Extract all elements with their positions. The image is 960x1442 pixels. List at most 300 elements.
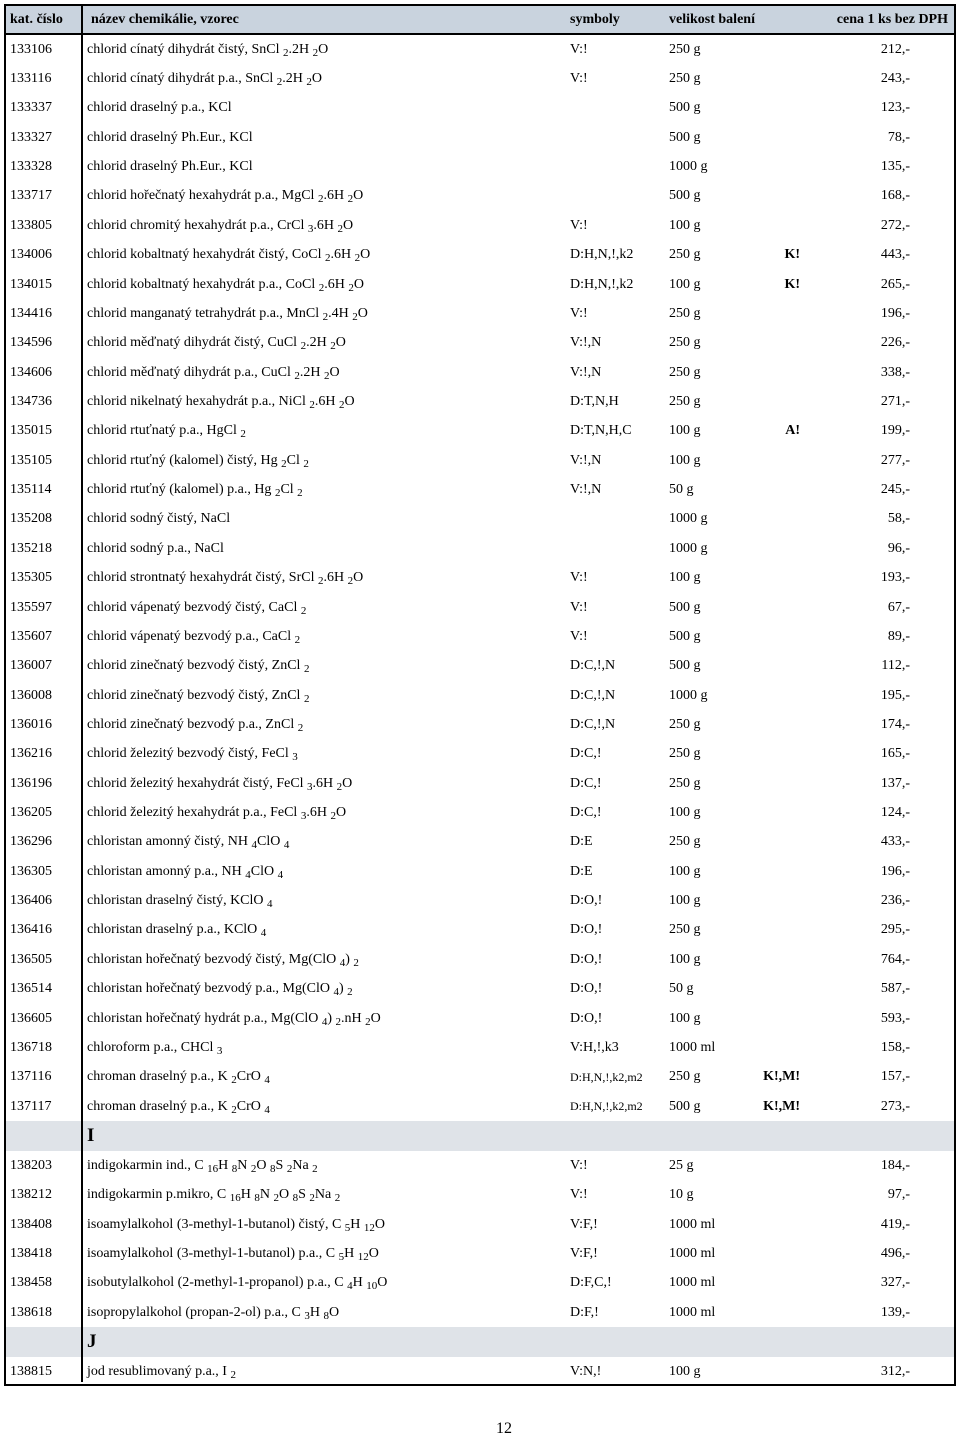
name-text: chloristan hořečnatý bezvodý p.a., Mg(ClO (87, 981, 334, 997)
formula-subscript: 4 (339, 956, 346, 969)
table-row (4, 241, 956, 270)
formula-subscript: 2 (230, 1369, 236, 1382)
formula-subscript: 2 (231, 1074, 237, 1087)
formula-subscript: 4 (260, 927, 267, 940)
name-text: chloristan draselný p.a., KClO (87, 922, 261, 938)
name-text: chlorid sodný čistý, NaCl (87, 511, 231, 527)
package-size: 250 g (669, 364, 701, 380)
name-text: O (311, 71, 322, 87)
cat-number: 135597 (10, 599, 52, 615)
name-text: chlorid chromitý hexahydrát p.a., CrCl (87, 217, 308, 233)
package-size: 1000 ml (669, 1246, 716, 1262)
package-size: 100 g (669, 276, 701, 292)
name-text: chlorid rtuťný (kalomel) p.a., Hg (87, 482, 275, 498)
formula-subscript: 4 (264, 1074, 270, 1087)
price: 139,- (880, 1304, 910, 1320)
cat-number: 135218 (10, 540, 52, 556)
name-text: H (218, 1157, 232, 1173)
cat-number: 136196 (10, 775, 52, 791)
table-row (4, 1210, 956, 1239)
hazard-symbols: D:O,! (570, 951, 603, 967)
chemical-name (81, 740, 564, 769)
name-text: O (342, 217, 354, 233)
name-text: Cl (286, 452, 304, 468)
name-text: Na (292, 1157, 313, 1173)
table-row (4, 710, 956, 739)
cat-number: 133106 (10, 41, 52, 57)
cat-number: 138618 (10, 1304, 52, 1320)
formula-subscript: 2 (353, 956, 359, 969)
table-row (4, 886, 956, 915)
formula-subscript: 2 (306, 76, 312, 89)
formula-subscript: 4 (245, 868, 251, 881)
cat-number: 135114 (10, 482, 52, 498)
name-text: isoamylalkohol (3-methyl-1-butanol) čistý, C (87, 1216, 345, 1232)
table-row (4, 1033, 956, 1062)
warning-flag (754, 652, 804, 681)
cat-number: 138418 (10, 1246, 52, 1262)
chemical-name (81, 1239, 564, 1268)
cat-number: 136216 (10, 746, 52, 762)
chemical-name (81, 299, 564, 328)
table-row (4, 417, 956, 446)
package-size: 500 g (669, 628, 701, 644)
warning-flag (754, 211, 804, 240)
warning-flag (754, 299, 804, 328)
name-text: N (259, 1187, 274, 1203)
hazard-symbols (564, 152, 663, 181)
hazard-symbols: D:C,!,N (570, 658, 616, 674)
name-text: .6H (323, 188, 348, 204)
name-text: H (344, 1246, 358, 1262)
name-text: O (353, 570, 364, 586)
chemical-name (81, 798, 564, 827)
price: 165,- (880, 746, 910, 762)
table-row (4, 622, 956, 651)
warning-flag (754, 329, 804, 358)
warning-flag (754, 886, 804, 915)
hazard-symbols: D:C,!,N (570, 716, 616, 732)
hazard-symbols (564, 182, 663, 211)
cat-number: 133805 (10, 217, 52, 233)
price: 67,- (887, 599, 910, 615)
cat-number: 135305 (10, 570, 52, 586)
section-letter: J (81, 1327, 956, 1357)
formula-subscript: 2 (335, 1015, 341, 1028)
name-text: O (344, 393, 355, 409)
package-size: 1000 g (669, 511, 708, 527)
table-row (4, 916, 956, 945)
chemical-name (81, 622, 564, 651)
package-size: 100 g (669, 452, 701, 468)
cat-number: 137117 (10, 1098, 52, 1114)
name-text: isoamylalkohol (3-methyl-1-butanol) p.a., C (87, 1246, 339, 1262)
formula-subscript: 2 (309, 1192, 315, 1205)
name-text: O (374, 1216, 386, 1232)
formula-subscript: 5 (338, 1251, 345, 1264)
cat-number: 134015 (10, 276, 52, 292)
formula-subscript: 4 (321, 1015, 328, 1028)
chemical-name (81, 211, 564, 240)
chemical-name (81, 769, 564, 798)
name-text: .2H (306, 335, 331, 351)
chemical-name (81, 886, 564, 915)
formula-subscript: 2 (318, 281, 325, 294)
chemical-name (81, 1151, 564, 1180)
table-row (4, 1269, 956, 1298)
name-text: ) (327, 1010, 336, 1026)
formula-subscript: 3 (300, 810, 307, 823)
header-name: název chemikálie, vzorec (81, 5, 564, 34)
name-text: chlorid hořečnatý hexahydrát p.a., MgCl (87, 188, 318, 204)
price: 764,- (880, 951, 910, 967)
cat-number: 136605 (10, 1010, 52, 1026)
cat-number: 136205 (10, 805, 52, 821)
name-text: O (353, 188, 364, 204)
name-text: O (335, 335, 346, 351)
price: 124,- (880, 805, 910, 821)
hazard-symbols: V:! (570, 1187, 588, 1203)
table-row (4, 593, 956, 622)
package-size: 25 g (669, 1157, 694, 1173)
header-symbols: symboly (564, 5, 663, 34)
name-text: chlorid sodný p.a., NaCl (87, 540, 224, 556)
formula-subscript: 2 (276, 76, 283, 89)
hazard-symbols: D:O,! (570, 1010, 603, 1026)
chemical-name (81, 241, 564, 270)
warning-flag (754, 1357, 804, 1386)
formula-subscript: 4 (347, 1280, 353, 1293)
hazard-symbols: D:E (570, 834, 593, 850)
chemical-name (81, 446, 564, 475)
name-text: chlorid kobaltnatý hexahydrát p.a., CoCl (87, 276, 319, 292)
chemical-name (81, 1269, 564, 1298)
warning-flag: K! (784, 276, 800, 292)
package-size: 1000 ml (669, 1216, 716, 1232)
hazard-symbols: V:!,N (570, 335, 602, 351)
price-list-table (4, 4, 956, 1387)
hazard-symbols: D:C,! (570, 805, 602, 821)
hazard-symbols (564, 534, 663, 563)
price: 277,- (880, 452, 910, 468)
name-text: chlorid draselný p.a., KCl (87, 100, 232, 116)
table-row (4, 1181, 956, 1210)
price: 158,- (880, 1039, 910, 1055)
table-row (4, 299, 956, 328)
formula-subscript: 2 (294, 633, 301, 646)
warning-flag (754, 475, 804, 504)
name-text: H (350, 1216, 364, 1232)
chemical-name (81, 1092, 564, 1121)
price: 96,- (887, 540, 910, 556)
name-text: N (237, 1157, 251, 1173)
name-text: chlorid cínatý dihydrát p.a., SnCl (87, 71, 277, 87)
table-row (4, 975, 956, 1004)
formula-subscript: 2 (303, 692, 310, 705)
package-size: 250 g (669, 716, 701, 732)
table-row (4, 534, 956, 563)
package-size: 250 g (669, 41, 701, 57)
name-text: O (360, 247, 371, 263)
formula-subscript: 2 (348, 281, 354, 294)
chemical-name (81, 857, 564, 886)
package-size: 1000 ml (669, 1039, 716, 1055)
formula-subscript: 2 (317, 193, 324, 206)
chemical-name (81, 270, 564, 299)
warning-flag (754, 740, 804, 769)
name-text: chlorid zinečnatý bezvodý p.a., ZnCl (87, 716, 298, 732)
name-text: Na (314, 1187, 335, 1203)
package-size: 1000 g (669, 687, 708, 703)
warning-flag (754, 1269, 804, 1298)
package-size: 250 g (669, 834, 701, 850)
package-size: 100 g (669, 893, 701, 909)
package-size: 100 g (669, 951, 701, 967)
name-text: O (342, 775, 353, 791)
cat-number: 133337 (10, 100, 52, 116)
formula-subscript: 2 (337, 222, 343, 235)
name-text: chlorid vápenatý bezvodý čistý, CaCl (87, 599, 301, 615)
price: 123,- (880, 100, 910, 116)
hazard-symbols: D:O,! (570, 893, 603, 909)
cat-number: 136514 (10, 981, 52, 997)
warning-flag (754, 563, 804, 592)
hazard-symbols: V:!,N (570, 482, 602, 498)
formula-subscript: 3 (307, 222, 314, 235)
warning-flag: K!,M! (763, 1069, 800, 1085)
package-size: 500 g (669, 599, 701, 615)
name-text: .6H (306, 805, 331, 821)
price: 327,- (880, 1275, 910, 1291)
formula-subscript: 12 (357, 1251, 369, 1264)
table-row (4, 329, 956, 358)
cat-number: 136007 (10, 658, 52, 674)
name-text: chlorid draselný Ph.Eur., KCl (87, 159, 253, 175)
header-price: cena 1 ks bez DPH (804, 5, 956, 34)
warning-flag (754, 1210, 804, 1239)
price: 271,- (880, 393, 910, 409)
hazard-symbols: D:T,N,H,C (570, 423, 632, 439)
hazard-symbols: D:H,N,!,k2 (570, 276, 634, 292)
chemical-name (81, 975, 564, 1004)
chemical-name (81, 34, 564, 64)
package-size: 250 g (669, 335, 701, 351)
name-text: chlorid železitý hexahydrát p.a., FeCl (87, 805, 301, 821)
hazard-symbols: V:! (570, 41, 588, 57)
formula-subscript: 2 (347, 575, 354, 588)
table-row (4, 152, 956, 181)
package-size: 100 g (669, 423, 701, 439)
name-text: chlorid železitý bezvodý čistý, FeCl (87, 746, 293, 762)
name-text: indigokarmin p.mikro, C (87, 1187, 230, 1203)
price: 89,- (887, 628, 910, 644)
cat-number: 136718 (10, 1039, 52, 1055)
name-text: isopropylalkohol (propan-2-ol) p.a., C (87, 1304, 305, 1320)
name-text: O (377, 1275, 388, 1291)
formula-subscript: 2 (294, 369, 300, 382)
price: 443,- (880, 247, 910, 263)
warning-flag (754, 681, 804, 710)
section-spacer (4, 1327, 81, 1357)
package-size: 1000 ml (669, 1304, 716, 1320)
warning-flag: K!,M! (763, 1098, 800, 1114)
package-size: 250 g (669, 1069, 701, 1085)
name-text: chlorid draselný Ph.Eur., KCl (87, 129, 253, 145)
table-row (4, 358, 956, 387)
chemical-name (81, 475, 564, 504)
formula-subscript: 2 (274, 487, 281, 500)
package-size: 100 g (669, 805, 701, 821)
package-size: 500 g (669, 129, 701, 145)
table-row (4, 828, 956, 857)
header-package: velikost balení (663, 5, 804, 34)
warning-flag (754, 1181, 804, 1210)
formula-subscript: 2 (323, 369, 330, 382)
name-text: chloristan hořečnatý bezvodý čistý, Mg(ClO (87, 951, 340, 967)
formula-subscript: 8 (270, 1162, 276, 1175)
formula-subscript: 2 (347, 986, 353, 999)
name-text: O (370, 1010, 381, 1026)
cat-number: 138458 (10, 1275, 52, 1291)
table-row (4, 740, 956, 769)
name-text: .6H (313, 217, 338, 233)
price: 78,- (887, 129, 910, 145)
formula-subscript: 2 (334, 1192, 341, 1205)
chemical-name (81, 828, 564, 857)
name-text: .6H (323, 570, 348, 586)
name-text: .2H (288, 41, 313, 57)
cat-number: 134006 (10, 247, 52, 263)
formula-subscript: 4 (333, 986, 339, 999)
warning-flag (754, 622, 804, 651)
hazard-symbols: V:!,N (570, 452, 602, 468)
package-size: 500 g (669, 100, 701, 116)
hazard-symbols: V:! (570, 570, 588, 586)
cat-number: 133327 (10, 129, 52, 145)
hazard-symbols: V:!,N (570, 364, 602, 380)
price: 58,- (887, 511, 910, 527)
price: 496,- (880, 1246, 910, 1262)
hazard-symbols (564, 94, 663, 123)
warning-flag (754, 1239, 804, 1268)
table-row (4, 1004, 956, 1033)
section-spacer (4, 1121, 81, 1151)
warning-flag (754, 505, 804, 534)
name-text: .6H (312, 775, 337, 791)
price: 419,- (880, 1216, 910, 1232)
warning-flag (754, 152, 804, 181)
table-row (4, 945, 956, 974)
formula-subscript: 2 (303, 663, 310, 676)
hazard-symbols: V:H,!,k3 (570, 1039, 619, 1055)
formula-subscript: 2 (240, 428, 246, 441)
chemical-name (81, 358, 564, 387)
chemical-name (81, 1181, 564, 1210)
price: 593,- (880, 1010, 910, 1026)
formula-subscript: 2 (250, 1162, 257, 1175)
formula-subscript: 2 (286, 1162, 293, 1175)
package-size: 250 g (669, 393, 701, 409)
package-size: 500 g (669, 658, 701, 674)
formula-subscript: 2 (330, 340, 336, 353)
table-row (4, 94, 956, 123)
formula-subscript: 2 (231, 1103, 237, 1116)
cat-number: 135105 (10, 452, 52, 468)
package-size: 100 g (669, 1364, 701, 1380)
section-row (4, 1121, 956, 1151)
formula-subscript: 4 (277, 868, 284, 881)
chemical-name (81, 1033, 564, 1062)
hazard-symbols: D:O,! (570, 981, 603, 997)
name-text: O (328, 1304, 340, 1320)
name-text: chlorid zinečnatý bezvodý čistý, ZnCl (87, 687, 304, 703)
price: 243,- (880, 71, 910, 87)
formula-subscript: 2 (303, 457, 309, 470)
cat-number: 134606 (10, 364, 52, 380)
section-letter: I (81, 1121, 956, 1151)
table-row (4, 769, 956, 798)
table-row (4, 681, 956, 710)
name-text: chlorid měďnatý dihydrát čistý, CuCl (87, 335, 301, 351)
hazard-symbols: D:H,N,!,k2,m2 (570, 1099, 643, 1114)
chemical-name (81, 1004, 564, 1033)
table-row (4, 211, 956, 240)
page-number: 12 (496, 1420, 512, 1437)
price: 174,- (880, 716, 910, 732)
cat-number: 134736 (10, 393, 52, 409)
package-size: 250 g (669, 746, 701, 762)
formula-subscript: 2 (339, 398, 345, 411)
name-text: O (256, 1157, 271, 1173)
package-size: 100 g (669, 217, 701, 233)
warning-flag (754, 358, 804, 387)
name-text: O (353, 276, 364, 292)
name-text: O (278, 1187, 293, 1203)
chemical-name (81, 123, 564, 152)
package-size: 1000 g (669, 540, 708, 556)
warning-flag (754, 916, 804, 945)
formula-subscript: 2 (347, 193, 354, 206)
name-text: ClO (250, 863, 278, 879)
price: 97,- (887, 1187, 910, 1203)
warning-flag (754, 593, 804, 622)
hazard-symbols: V:! (570, 217, 588, 233)
cat-number: 137116 (10, 1069, 52, 1085)
name-text: O (335, 805, 347, 821)
formula-subscript: 4 (264, 1103, 270, 1116)
chemical-name (81, 329, 564, 358)
formula-subscript: 2 (352, 310, 358, 323)
price: 312,- (880, 1364, 910, 1380)
table-row (4, 1063, 956, 1092)
hazard-symbols: V:F,! (570, 1216, 598, 1232)
warning-flag (754, 1298, 804, 1327)
name-text: H (240, 1187, 255, 1203)
name-text: chloristan amonný čistý, NH (87, 834, 252, 850)
name-text: .6H (324, 276, 349, 292)
hazard-symbols: D:O,! (570, 922, 603, 938)
package-size: 100 g (669, 570, 701, 586)
package-size: 1000 ml (669, 1275, 716, 1291)
warning-flag (754, 182, 804, 211)
formula-subscript: 2 (281, 457, 287, 470)
hazard-symbols: D:H,N,!,k2 (570, 247, 634, 263)
formula-subscript: 3 (304, 1309, 310, 1322)
formula-subscript: 12 (363, 1221, 375, 1234)
table-row (4, 1151, 956, 1180)
package-size: 10 g (669, 1187, 694, 1203)
cat-number: 136016 (10, 716, 52, 732)
